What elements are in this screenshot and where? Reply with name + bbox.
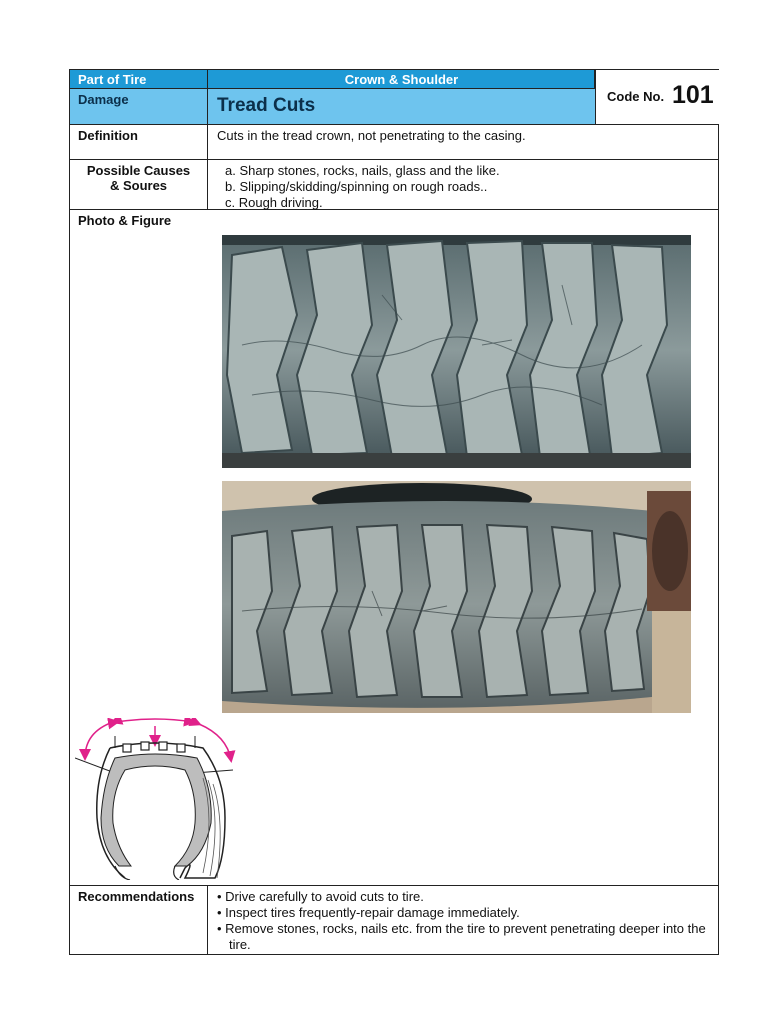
recommendation-text: Drive carefully to avoid cuts to tire. [225,889,424,904]
recommendations-row [70,886,718,954]
code-number: 101 [672,81,714,109]
recommendation-text: Remove stones, rocks, nails etc. from the tire to prevent penetrating deeper into the tire. [225,921,706,952]
tread-photo-top [222,235,691,468]
definition-row [70,125,718,160]
tread-photo-bottom-image [222,481,691,713]
causes-label-line1: Possible Causes [86,163,191,178]
recommendations-label: Recommendations [70,886,208,954]
damage-title: Tread Cuts [217,95,316,116]
tread-photo-top-image [222,235,691,468]
cause-item: a. Sharp stones, rocks, nails, glass and the like. [225,163,500,178]
part-of-tire-label: Part of Tire [70,70,208,88]
cause-item: b. Slipping/skidding/spinning on rough roads.. [225,179,488,194]
tire-cross-section-icon [75,718,241,880]
causes-label-line2: & Soures [109,178,168,193]
recommendation-text: Inspect tires frequently-repair damage immediately. [225,905,520,920]
tire-cross-section-figure [75,718,241,880]
causes-label [70,160,208,209]
photo-label: Photo & Figure [78,213,172,228]
damage-sheet [69,69,719,955]
code-label: Code No. [607,89,665,104]
cause-item: c. Rough driving. [225,195,323,210]
recommendation-item: • Drive carefully to avoid cuts to tire. [217,889,424,904]
photo-row [70,210,718,886]
tread-photo-bottom [222,481,691,713]
definition-label: Definition [70,125,208,159]
damage-label: Damage [70,89,208,124]
causes-row [70,160,718,210]
causes-list [209,160,718,211]
recommendation-item: • Inspect tires frequently-repair damage immediately. [217,905,520,920]
recommendation-item: • Remove stones, rocks, nails etc. from the tire to prevent penetrating deeper into the tire. [217,921,706,952]
part-of-tire-value: Crown & Shoulder [209,70,595,88]
code-number-box [595,70,719,125]
recommendations-list [209,886,718,953]
definition-text: Cuts in the tread crown, not penetrating to the casing. [217,128,526,143]
